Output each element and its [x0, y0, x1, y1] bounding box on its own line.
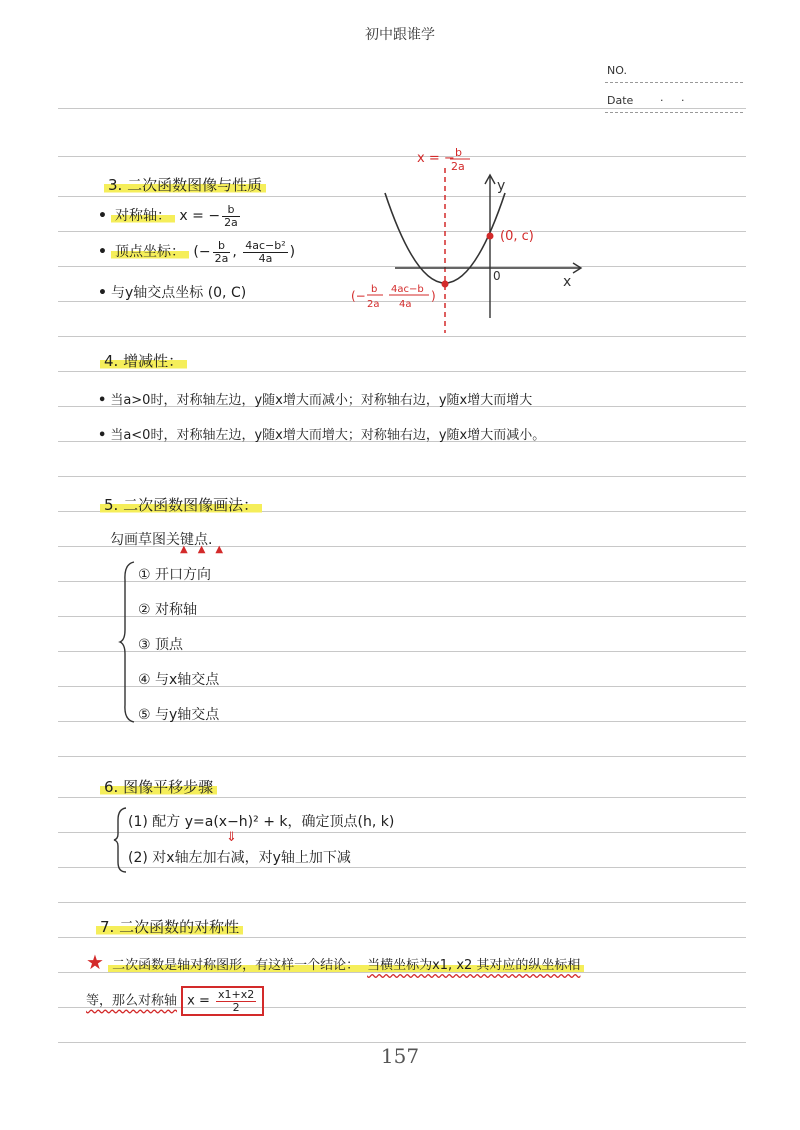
no-label: NO. — [607, 64, 627, 77]
section-6-title: 6. 图像平移步骤 — [100, 776, 217, 797]
x-axis-label: x — [563, 274, 572, 290]
key-point-item: ③ 顶点 — [138, 637, 184, 653]
rule-line — [58, 867, 746, 868]
sketch-intro: 勾画草图关键点. — [110, 532, 213, 548]
vertex-label-open: (− — [351, 289, 366, 303]
vertex-num1: b — [371, 284, 378, 295]
y-intercept-label: (0, c) — [500, 229, 534, 244]
rule-line — [58, 797, 746, 798]
page-number: 157 — [380, 1044, 420, 1068]
rule-line — [58, 476, 746, 477]
vertex-num2: 4ac−b — [391, 284, 424, 295]
rule-line — [58, 756, 746, 757]
section-3-title: 3. 二次函数图像与性质 — [104, 174, 266, 195]
date-dots: · · — [660, 94, 685, 107]
rule-line — [58, 1042, 746, 1043]
vertex-coordinate-line: • 顶点坐标： (− $\frac{b}{2a}$ , $\frac{\text{4ac−b²}}{4a}$ ) — [98, 239, 296, 265]
graph-axis-eq-den: 2a — [451, 160, 465, 173]
emphasis-triangles: ▲▲▲ — [180, 544, 234, 555]
origin-label: 0 — [493, 269, 501, 283]
star-icon: ★ — [86, 950, 104, 974]
section-5-title: 5. 二次函数图像画法： — [100, 494, 262, 515]
page-header-title: 初中跟谁学 — [365, 27, 435, 43]
vertex-label-close: ) — [431, 289, 436, 303]
no-dashed-line — [605, 82, 743, 83]
rule-line — [58, 108, 746, 109]
date-dashed-line — [605, 112, 743, 113]
list-brace — [118, 560, 138, 725]
parabola-graph — [345, 148, 595, 338]
rule-line — [58, 937, 746, 938]
section-7-title: 7. 二次函数的对称性 — [96, 916, 243, 937]
date-label: Date — [607, 94, 634, 107]
graph-axis-eq-label: x = − — [417, 151, 455, 166]
y-intercept-line: • 与y轴交点坐标 (0, C) — [98, 285, 247, 301]
y-intercept-point — [487, 233, 494, 240]
key-point-item: ⑤ 与y轴交点 — [138, 707, 220, 723]
translate-step-1: (1) 配方 y=a(x−h)² + k，确定顶点(h, k) — [128, 814, 395, 830]
y-axis-label: y — [497, 178, 506, 194]
graph-axis-eq-num: b — [455, 148, 462, 159]
symmetry-axis-line: • 对称轴： x = − $\frac{b}{2a}$ — [98, 203, 238, 229]
down-arrow-icon: ⇓ — [226, 830, 237, 845]
symmetry-conclusion-line-2: 等，那么对称轴 x = $\frac{x1+x2}{2}$ — [86, 986, 264, 1016]
symmetry-conclusion-line-1: ★ 二次函数是轴对称图形，有这样一个结论： 当横坐标为x1, x2 其对应的纵坐标相 — [86, 950, 584, 974]
rule-line — [58, 371, 746, 372]
key-point-item: ② 对称轴 — [138, 602, 198, 618]
rule-line — [58, 902, 746, 903]
key-point-item: ① 开口方向 — [138, 567, 212, 583]
key-point-item: ④ 与x轴交点 — [138, 672, 220, 688]
rule-line — [58, 832, 746, 833]
section-4-title: 4. 增减性： — [100, 350, 187, 371]
translate-step-2: (2) 对x轴左加右减，对y轴上加下减 — [128, 850, 351, 866]
vertex-den1: 2a — [367, 299, 380, 310]
vertex-den2: 4a — [399, 299, 412, 310]
monotonic-line-2: • 当a<0时，对称轴左边，y随x增大而增大；对称轴右边，y随x增大而减小。 — [98, 428, 546, 443]
monotonic-line-1: • 当a>0时，对称轴左边，y随x增大而减小；对称轴右边，y随x增大而增大 — [98, 393, 533, 408]
symmetry-formula-box: x = $\frac{x1+x2}{2}$ — [181, 986, 264, 1016]
steps-brace — [112, 806, 128, 874]
vertex-point — [442, 281, 449, 288]
